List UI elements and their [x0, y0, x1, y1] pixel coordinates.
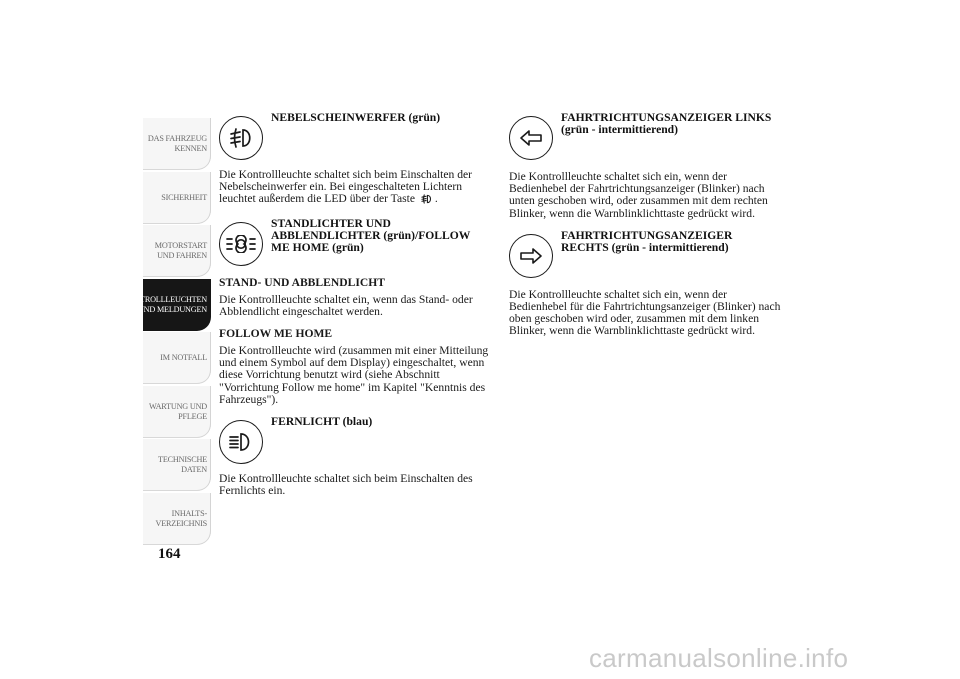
tab-label: IM NOTFALL: [160, 353, 207, 362]
tab-kontrollleuchten-und-meldungen[interactable]: [122, 279, 211, 331]
fog-light-section-header: [219, 112, 491, 162]
parking-sub2-text: Die Kontrollleuchte wird (zusammen mit einer Mitteilung und einem Symbol auf dem Display) eingeschaltet, wenn diese Vorrichtung benutzt wird (siehe Abschnitt "Vorrichtung Follow me home" im Kapitel "Kenntnis des Fahrzeugs").: [219, 344, 489, 406]
left-column: [219, 112, 491, 507]
high-beam-icon: [219, 420, 263, 464]
tab-technische-daten[interactable]: [143, 439, 211, 491]
fog-light-text: Die Kontrollleuchte schaltet sich beim Einschalten der Nebelscheinwerfer ein. Bei eingeschalteten Lichtern leuchtet außerdem die LED über der Taste .: [219, 169, 491, 208]
high-beam-section-header: [219, 416, 491, 466]
high-beam-title: FERNLICHT (blau): [271, 415, 373, 429]
tab-label: KONTROLLLEUCHTEN UND MELDUNGEN: [122, 294, 207, 314]
parking-sub2-heading: FOLLOW ME HOME: [219, 327, 333, 341]
watermark: carmanualsonline.info: [589, 643, 849, 673]
front-fog-light-icon: [420, 194, 433, 207]
tab-label: MOTORSTART UND FAHREN: [154, 241, 207, 260]
parking-light-title: STANDLICHTER UND ABBLENDLICHTER (grün)/FOLLOW ME HOME (grün): [271, 216, 471, 254]
parking-light-icon: [219, 222, 263, 266]
arrow-left-icon: [509, 116, 553, 160]
parking-sub1-heading: STAND- UND ABBLENDLICHT: [219, 275, 385, 289]
tab-label: SICHERHEIT: [161, 192, 207, 202]
page-number: 164: [158, 546, 181, 562]
turn-left-section-header: [509, 112, 781, 164]
tab-label: WARTUNG UND PFLEGE: [148, 401, 207, 421]
tab-sicherheit[interactable]: [143, 172, 211, 224]
turn-right-text: Die Kontrollleuchte schaltet sich ein, wenn der Bedienhebel für die Fahrtrichtungsanzeiger (Blinker) nach oben geschoben wird oder, zusammen mit dem linken Blinker, wenn die Warnblinklichttaste gedrückt wird.: [509, 287, 781, 338]
arrow-right-icon: [509, 234, 553, 278]
tab-label: TECHNISCHE DATEN: [158, 455, 207, 474]
high-beam-text: Die Kontrollleuchte schaltet sich beim Einschalten des Fernlichts ein.: [219, 472, 473, 498]
tab-label: DAS FAHRZEUG KENNEN: [147, 134, 207, 153]
fog-light-title: NEBELSCHEINWERFER (grün): [271, 111, 441, 124]
parking-light-section-header: [219, 218, 491, 270]
tab-das-fahrzeug-kennen[interactable]: [143, 118, 211, 170]
tab-inhaltsverzeichnis[interactable]: [143, 493, 211, 545]
tab-motorstart-und-fahren[interactable]: [143, 225, 211, 277]
right-column: [509, 112, 781, 348]
turn-left-text: Die Kontrollleuchte schaltet sich ein, wenn der Bedienhebel der Fahrtrichtungsanzeiger (Blinker) nach unten geschoben wird, oder zusammen mit dem rechten Blinker, wenn die Warnblinklichttaste gedrückt wird.: [509, 170, 768, 220]
front-fog-light-icon: [219, 116, 263, 160]
turn-left-title: FAHRTRICHTUNGSANZEIGER LINKS (grün - intermittierend): [561, 111, 772, 136]
tab-wartung-und-pflege[interactable]: [143, 386, 211, 438]
tab-im-notfall[interactable]: [143, 332, 211, 384]
tab-label: INHALTS- VERZEICHNIS: [155, 508, 207, 528]
turn-right-section-header: [509, 230, 781, 282]
turn-right-title: FAHRTRICHTUNGSANZEIGER RECHTS (grün - intermittierend): [561, 228, 733, 254]
parking-sub1-text: Die Kontrollleuchte schaltet ein, wenn das Stand- oder Abblendlicht eingeschaltet werden.: [219, 292, 473, 318]
chapter-sidebar: [122, 118, 211, 546]
